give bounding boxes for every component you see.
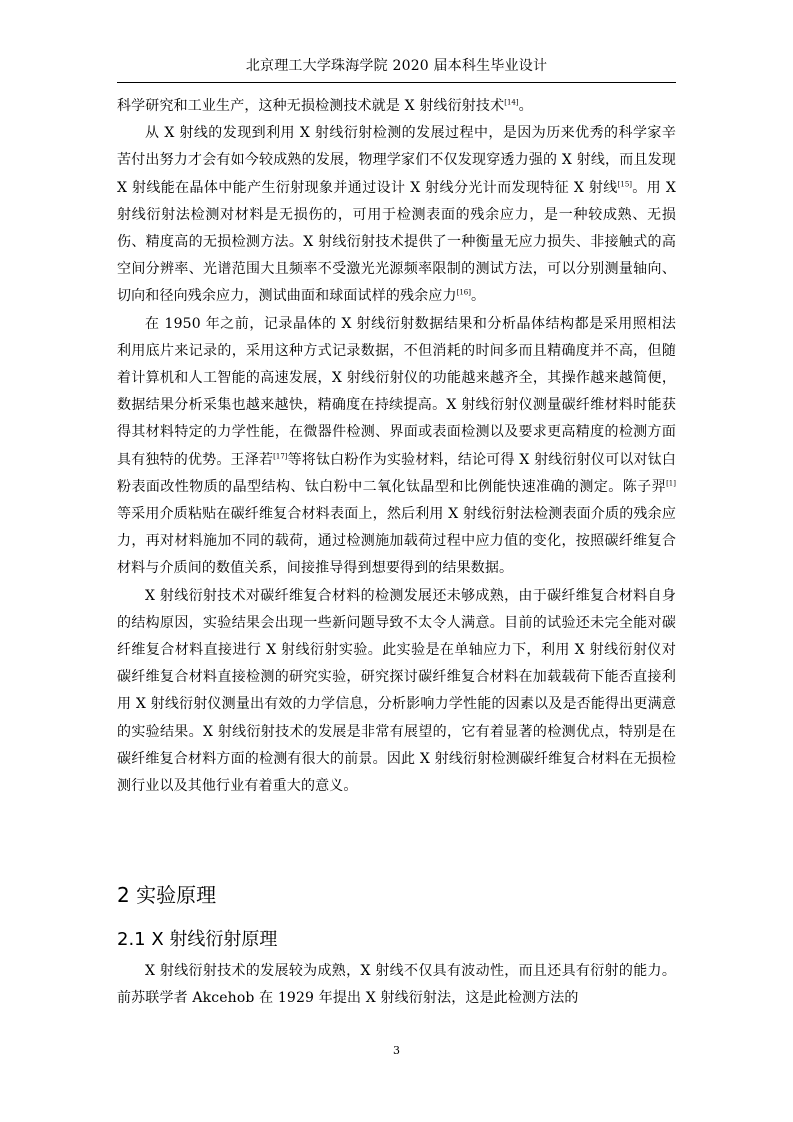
paragraph-text: 科学研究和工业生产，这种无损检测技术就是 X 射线衍射技术 — [117, 98, 505, 114]
paragraph-text: X 射线衍射技术的发展较为成熟，X 射线不仅具有波动性，而且还具有衍射的能力。前苏联学者 Akcehob 在 1929 年提出 X 射线衍射法，这是此检测方法的 — [117, 963, 676, 1007]
body-text — [117, 93, 676, 800]
citation-marker: [15] — [617, 179, 633, 188]
citation-marker: [16] — [456, 288, 471, 297]
paragraph — [117, 958, 676, 1012]
paragraph-text: 。 — [470, 288, 486, 305]
paragraph-text: 从 X 射线的发现到利用 X 射线衍射检测的发展过程中，是因为历来优秀的科学家辛苦付出努力才会有如今较成熟的发展，物理学家们不仅发现穿透力强的 X 射线，而且发现 X 射线能在晶体中能产生衍射现象并通过设计 X 射线分光计而发现特征 X 射线 — [117, 125, 676, 196]
paragraph — [117, 583, 676, 801]
citation-marker: [1] — [666, 479, 676, 488]
citation-marker: [17] — [273, 451, 288, 460]
paragraph — [117, 311, 676, 583]
subsection-heading: 2.1 X 射线衍射原理 — [117, 929, 278, 950]
header-rule — [117, 82, 676, 83]
paragraph — [117, 120, 676, 310]
paragraph-text: 等采用介质粘贴在碳纤维复合材料表面上，然后利用 X 射线衍射法检测表面介质的残余应力，再对材料施加不同的载荷，通过检测施加载荷过程中应力值的变化，按照碳纤维复合材料与介质间的数值关系，间接推导得到想要得到的结果数据。 — [117, 506, 676, 577]
page-number: 3 — [393, 1044, 400, 1057]
section-heading: 2 实验原理 — [117, 883, 217, 907]
running-header: 北京理工大学珠海学院 2020 届本科生毕业设计 — [245, 58, 548, 74]
paragraph-text: X 射线衍射技术对碳纤维复合材料的检测发展还未够成熟，由于碳纤维复合材料自身的结构原因，实验结果会出现一些新问题导致不太令人满意。目前的试验还未完全能对碳纤维复合材料直接进行 X 射线衍射实验。此实验是在单轴应力下，利用 X 射线衍射仪对碳纤维复合材料直接检测的研究实验，研究探讨碳纤维复合材料在加载载荷下能否直接利用 X 射线衍射仪测量出有效的力学信息，分析影响力学性能的因素以及是否能得出更满意的实验结果。X 射线衍射技术的发展是非常有展望的，它有着显著的检测优点，特别是在碳纤维复合材料方面的检测有很大的前景。因此 X 射线衍射检测碳纤维复合材料在无损检测行业以及其他行业有着重大的意义。 — [117, 587, 676, 795]
paragraph-text: 。 — [518, 98, 533, 114]
paragraph-text: 等将钛白粉作为实验材料，结论可得 X 射线衍射仪可以对钛白粉表面改性物质的晶型结构、钛白粉中二氧化钛晶型和比例能快速准确的测定。陈子羿 — [117, 451, 677, 495]
paragraph-text: 。用 X 射线衍射法检测对材料是无损伤的，可用于检测表面的残余应力，是一种较成熟、无损伤、精度高的无损检测方法。X 射线衍射技术提供了一种衡量无应力损失、非接触式的高空间分辨率、光谱范围大且频率不受激光光源频率限制的测试方法，可以分别测量轴向、切向和径向残余应力，测试曲面和球面试样的残余应力 — [117, 179, 676, 305]
citation-marker: [14] — [504, 98, 519, 107]
section-body-text — [117, 958, 676, 1012]
paragraph-text: 在 1950 年之前，记录晶体的 X 射线衍射数据结果和分析晶体结构都是采用照相法利用底片来记录的，采用这种方式记录数据，不但消耗的时间多而且精确度并不高，但随着计算机和人工智能的高速发展，X 射线衍射仪的功能越来越齐全，其操作越来越简便，数据结果分析采集也越来越快，精确度在持续提高。X 射线衍射仪测量碳纤维材料时能获得其材料特定的力学性能，在微器件检测、界面或表面检测以及要求更高精度的检测方面具有独特的优势。王泽若 — [117, 315, 676, 468]
paragraph — [117, 93, 676, 120]
